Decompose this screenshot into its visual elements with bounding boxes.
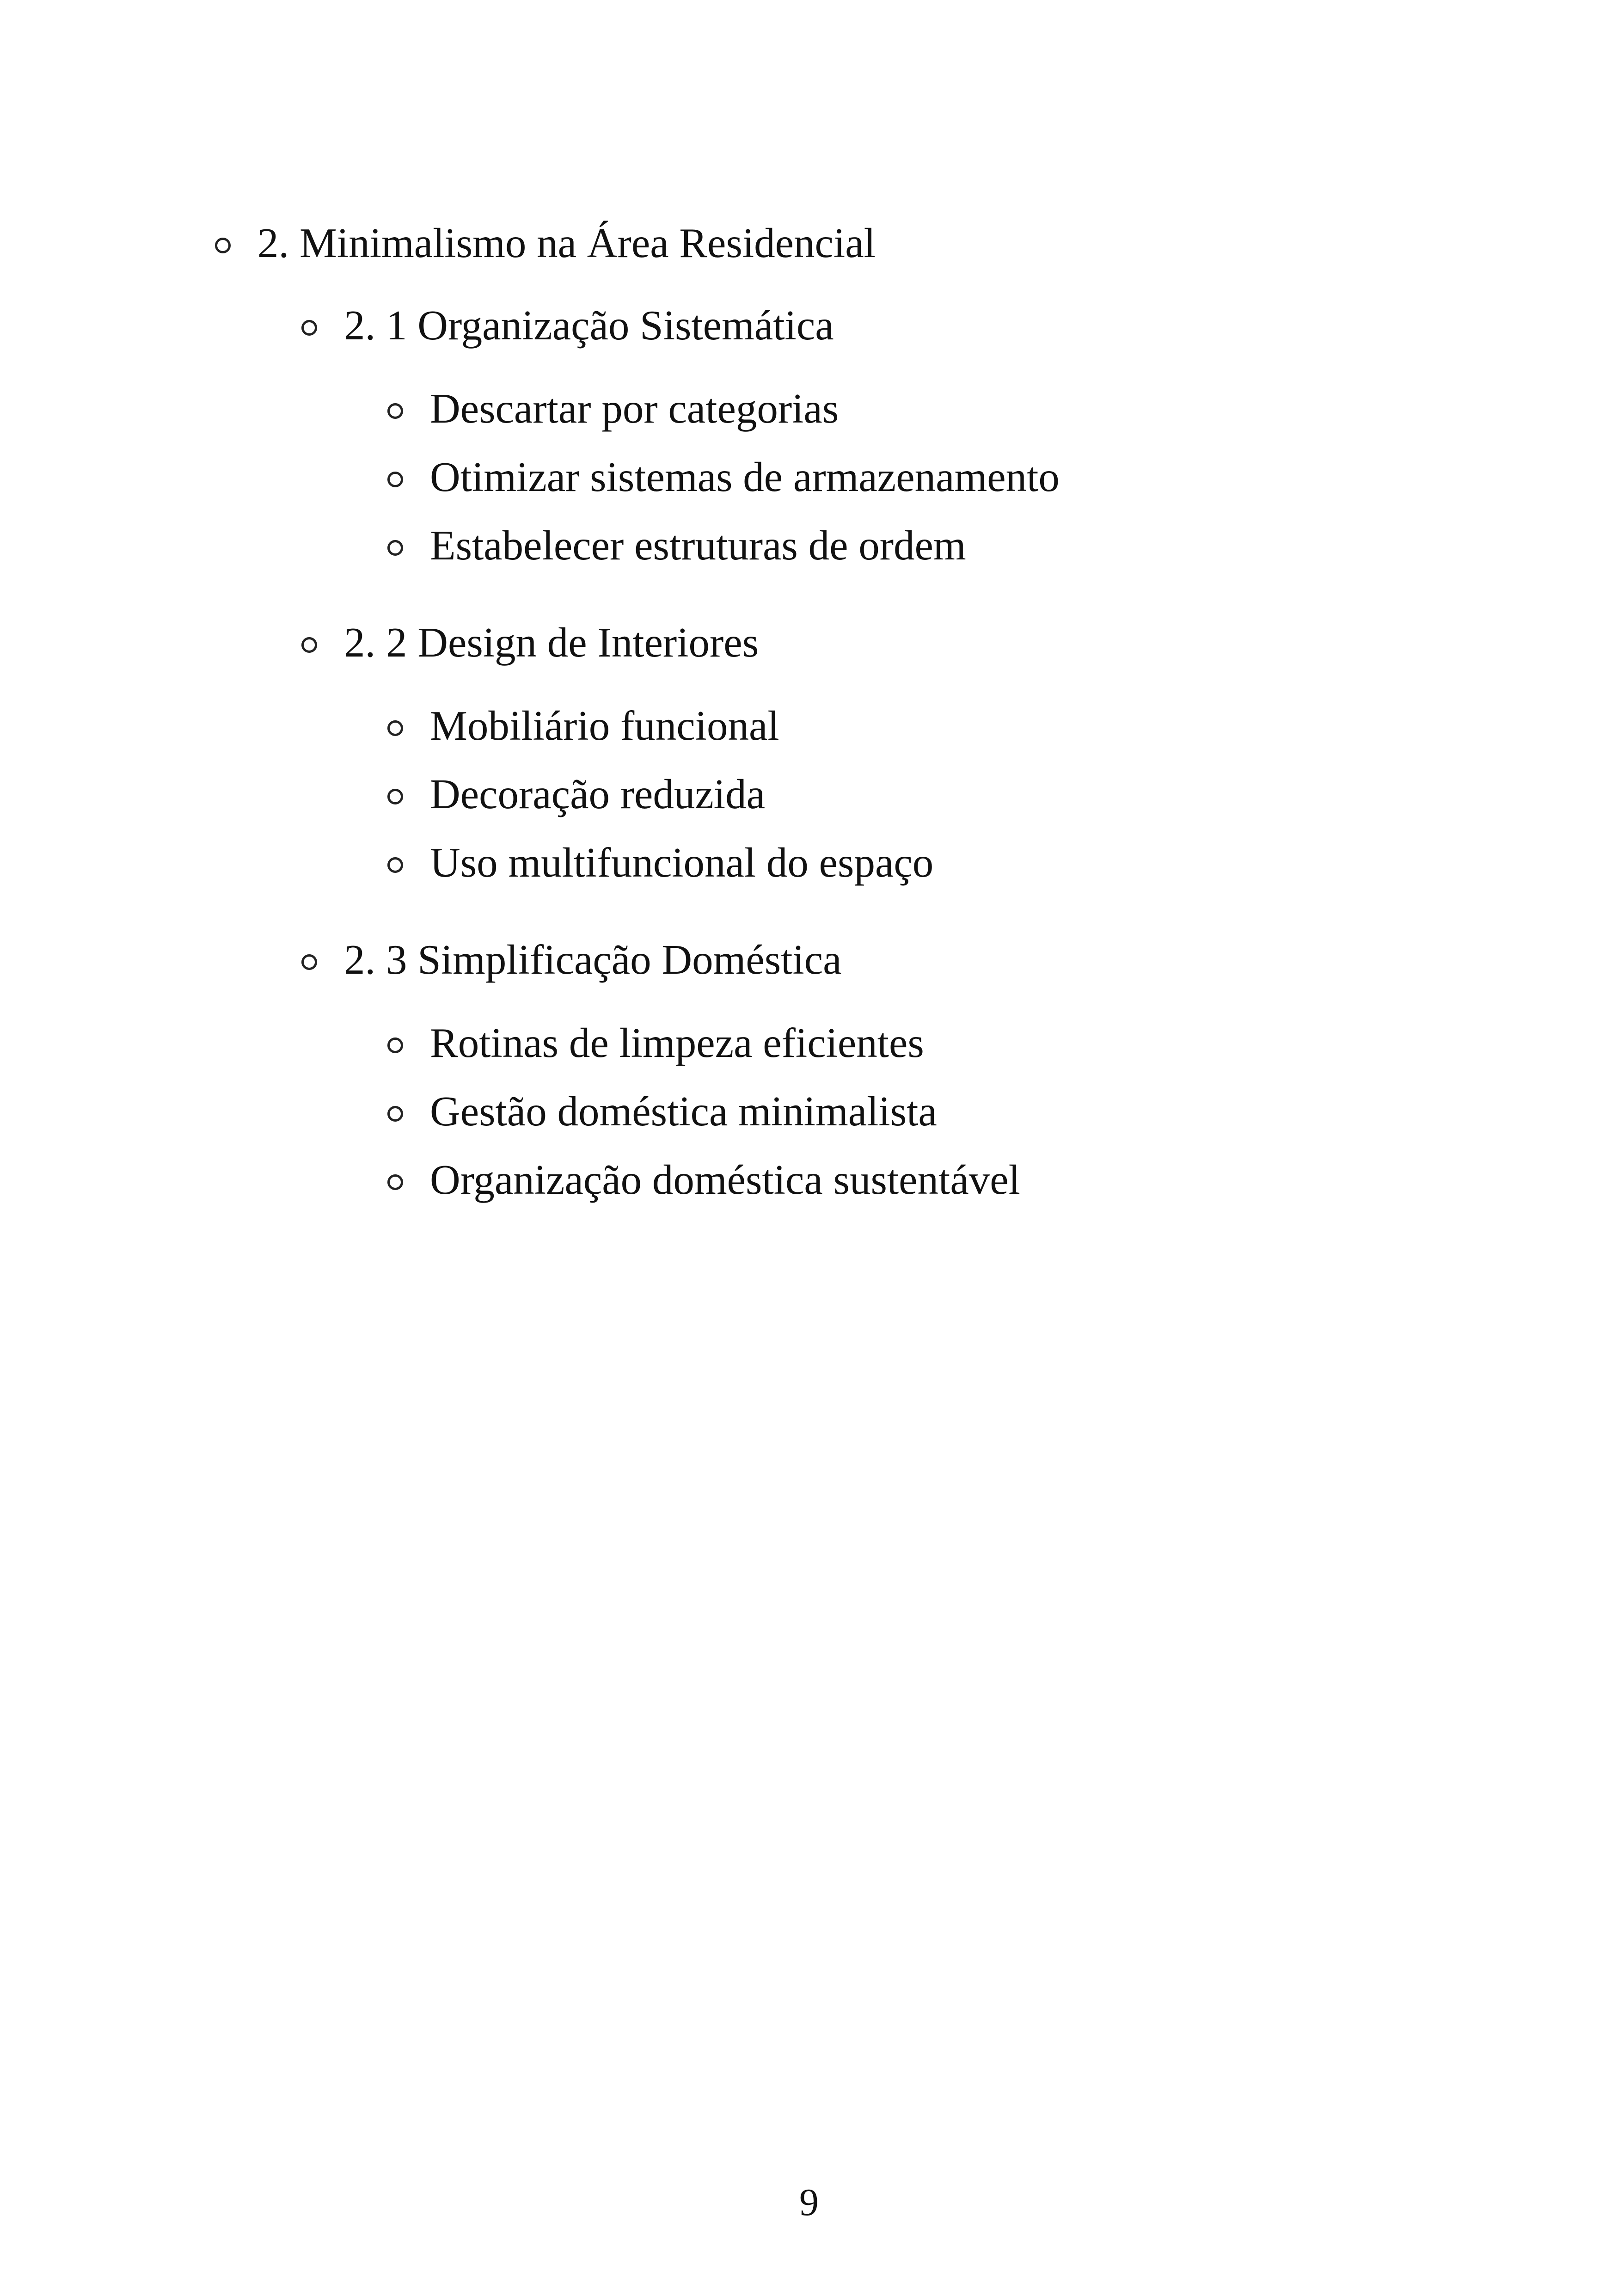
list-item-text: Rotinas de limpeza eficientes [430, 1019, 924, 1066]
subsection-title: 2. 1 Organização Sistemática [344, 302, 834, 349]
page-number: 9 [799, 2181, 819, 2224]
outline-subsection-heading [301, 621, 1417, 668]
list-item-text: Descartar por categorias [430, 385, 839, 432]
hollow-circle-bullet-icon [387, 789, 403, 804]
hollow-circle-bullet-icon [387, 1106, 403, 1122]
hollow-circle-bullet-icon [301, 320, 317, 336]
outline-list-item [387, 387, 1417, 434]
hollow-circle-bullet-icon [387, 403, 403, 419]
hollow-circle-bullet-icon [387, 1174, 403, 1190]
outline-list-item [387, 773, 1417, 819]
subsection-title: 2. 2 Design de Interiores [344, 619, 759, 666]
outline-list [215, 222, 1417, 1227]
outline-list-item [387, 841, 1417, 888]
list-item-text: Otimizar sistemas de armazenamento [430, 454, 1060, 500]
outline-list-item [387, 456, 1417, 502]
list-item-text: Gestão doméstica minimalista [430, 1088, 937, 1135]
section-title: 2. Minimalismo na Área Residencial [257, 220, 876, 266]
outline-subsection-heading [301, 304, 1417, 350]
subsection-title: 2. 3 Simplificação Doméstica [344, 936, 842, 983]
hollow-circle-bullet-icon [301, 954, 317, 970]
hollow-circle-bullet-icon [387, 540, 403, 556]
hollow-circle-bullet-icon [387, 1037, 403, 1053]
list-item-text: Mobiliário funcional [430, 702, 779, 749]
list-item-text: Estabelecer estruturas de ordem [430, 522, 966, 569]
outline-list-item [387, 1019, 1417, 1068]
list-item-text: Organização doméstica sustentável [430, 1156, 1020, 1203]
hollow-circle-bullet-icon [301, 637, 317, 653]
outline-list-item [387, 1156, 1417, 1205]
outline-list-item [387, 524, 1417, 571]
outline-list-item [387, 702, 1417, 751]
hollow-circle-bullet-icon [387, 857, 403, 873]
hollow-circle-bullet-icon [387, 720, 403, 736]
list-item-text: Decoração reduzida [430, 771, 765, 817]
list-item-text: Uso multifuncional do espaço [430, 839, 934, 886]
outline-subsection-heading [301, 936, 1417, 985]
hollow-circle-bullet-icon [215, 238, 231, 253]
hollow-circle-bullet-icon [387, 472, 403, 487]
outline-list-item [387, 1090, 1417, 1136]
outline-section-heading [215, 222, 1417, 268]
